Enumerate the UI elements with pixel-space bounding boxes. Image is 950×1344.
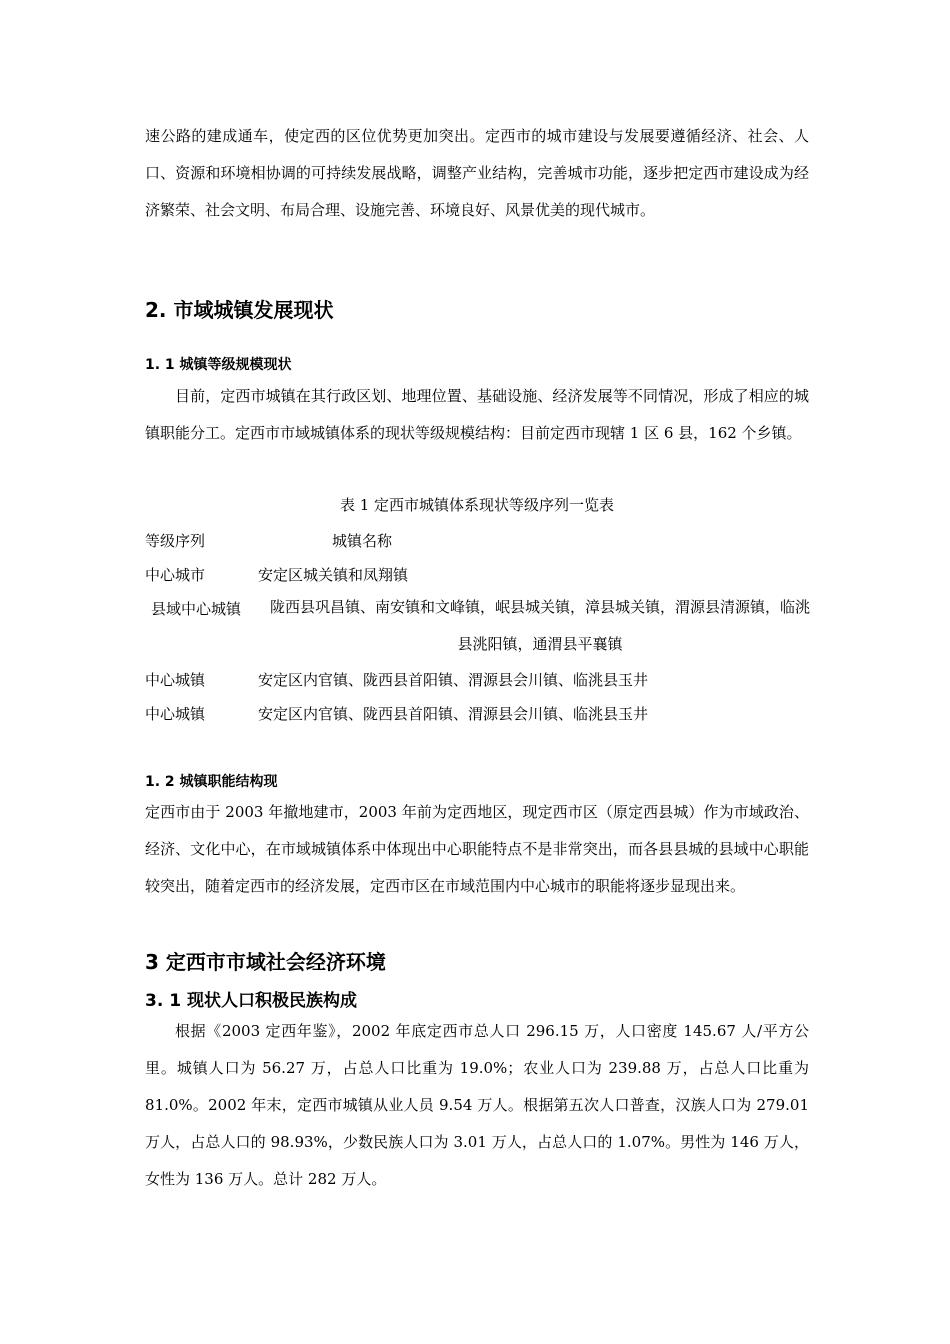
table-row-2-towns: 陇西县巩昌镇、南安镇和文峰镇，岷县城关镇，漳县城关镇，渭源县清源镇，临洮县洮阳镇，通渭县平襄镇 (269, 598, 810, 653)
intro-paragraph: 速公路的建成通车，使定西的区位优势更加突出。定西市的城市建设与发展要遵循经济、社会、人口、资源和环境相协调的可持续发展战略，调整产业结构，完善城市功能，逐步把定西市建设成为经济繁荣、社会文明、布局合理、设施完善、环境良好、风景优美的现代城市。 (145, 127, 809, 219)
section-1-2-paragraph: 定西市由于 2003 年撤地建市，2003 年前为定西地区，现定西市区（原定西县城）作为市域政治、经济、文化中心，在市域城镇体系中体现出中心职能特点不是非常突出，而各县县城的县域中心职能较突出，随着定西市的经济发展，定西市区在市域范围内中心城市的职能将逐步显现出来。 (145, 803, 809, 895)
section-1-1-heading: 1. 1 城镇等级规模现状 (145, 357, 292, 373)
table-row-1-towns: 安定区城关镇和凤翔镇 (258, 566, 409, 584)
table-row-4-towns: 安定区内官镇、陇西县首阳镇、渭源县会川镇、临洮县玉井 (258, 705, 649, 723)
table-row-3-grade: 中心城镇 (145, 671, 206, 689)
table-row-4-grade: 中心城镇 (145, 705, 206, 723)
table-row-2-grade: 县域中心城镇 (151, 600, 242, 618)
table-header-towns: 城镇名称 (332, 532, 393, 550)
table-caption: 表 1 定西市城镇体系现状等级序列一览表 (339, 496, 615, 514)
section-2-heading: 2. 市域城镇发展现状 (145, 298, 334, 322)
table-row-3-towns: 安定区内官镇、陇西县首阳镇、渭源县会川镇、临洮县玉井 (258, 671, 649, 689)
table-header-grade: 等级序列 (145, 532, 206, 550)
table-row-1-grade: 中心城市 (145, 566, 206, 584)
section-1-1-paragraph: 目前，定西市城镇在其行政区划、地理位置、基础设施、经济发展等不同情况，形成了相应的城镇职能分工。定西市市域城镇体系的现状等级规模结构：目前定西市现辖 1 区 6 县，162 个乡镇。 (145, 387, 809, 442)
section-3-1-heading: 3. 1 现状人口积极民族构成 (145, 991, 357, 1011)
section-3-heading: 3 定西市市域社会经济环境 (145, 950, 386, 974)
section-1-2-heading: 1. 2 城镇职能结构现 (145, 774, 278, 790)
section-3-1-paragraph: 根据《2003 定西年鉴》，2002 年底定西市总人口 296.15 万，人口密度 145.67 人/平方公里。城镇人口为 56.27 万，占总人口比重为 19.0%；农业人口为 239.88 万，占总人口比重为 81.0%。2002 年末，定西市城镇从业人员 9.54 万人。根据第五次人口普查，汉族人口为 279.01 万人，占总人口的 98.93%，少数民族人口为 3.01 万人，占总人口的 1.07%。男性为 146 万人，女性为 136 万人。总计 282 万人。 (145, 1022, 809, 1188)
